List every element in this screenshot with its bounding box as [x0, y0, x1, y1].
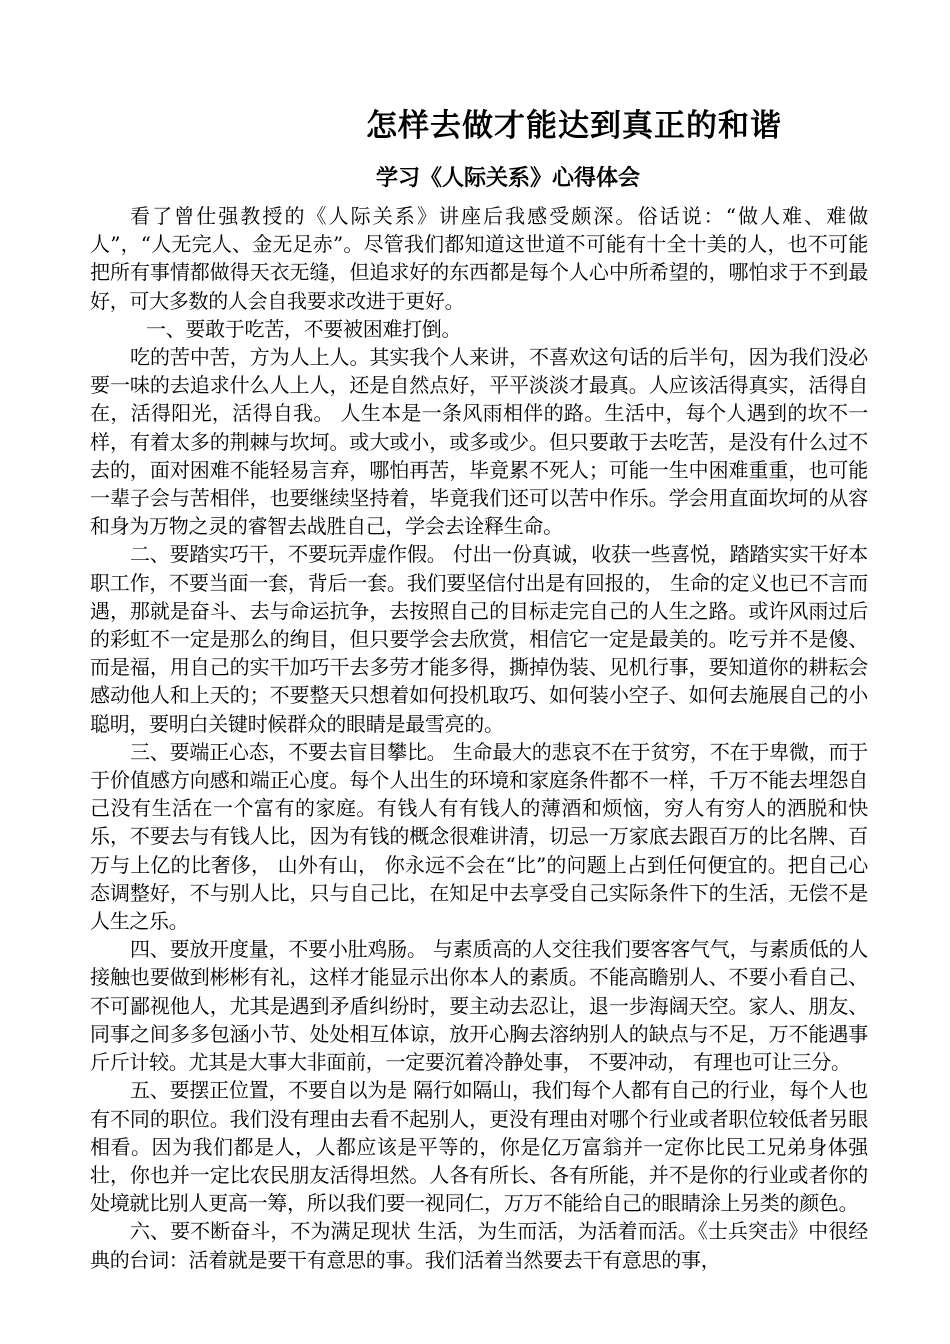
section-1-heading: 一、要敢于吃苦，不要被困难打倒。 — [146, 316, 462, 341]
intro-paragraph: 看了曾仕强教授的《人际关系》讲座后我感受颇深。俗话说：“做人难、难做人”，“人无完人、金无足赤”。尽管我们都知道这世道不可能有十全十美的人，也不可能把所有事情都做得天衣无缝，但追求好的东西都是每个人心中所希望的，哪怕求于不到最好，可大多数的人会自我要求改进于更好。 — [90, 204, 868, 313]
document-subtitle: 学习《人际关系》心得体会 — [375, 165, 640, 191]
document-body — [90, 202, 868, 1274]
section-1-paragraph: 吃的苦中苦，方为人上人。其实我个人来讲，不喜欢这句话的后半句，因为我们没必要一味的去追求什么人上人，还是自然点好，平平淡淡才最真。人应该活得真实，活得自在，活得阳光，活得自我。 人生本是一条风雨相伴的路。生活中，每个人遇到的坎不一样，有着太多的荆棘与坎坷。或大或小，或多或少。但只要敢于去吃苦，是没有什么过不去的，面对困难不能轻易言弃，哪怕再苦，毕竟累不死人；可能一生中困难重重，也可能一辈子会与苦相伴，也要继续坚持着，毕竟我们还可以苦中作乐。学会用直面坎坷的从容和身为万物之灵的睿智去战胜自己，学会去诠释生命。 — [90, 345, 868, 539]
document-page — [90, 100, 868, 1274]
section-2-paragraph: 二、要踏实巧干，不要玩弄虚作假。 付出一份真诚，收获一些喜悦，踏踏实实干好本职工作，不要当面一套，背后一套。我们要坚信付出是有回报的， 生命的定义也已不言而遇，那就是奋斗、去与命运抗争，去按照自己的目标走完自己的人生之路。或许风雨过后的彩虹不一定是那么的绚目，但只要学会去欣赏，相信它一定是最美的。吃亏并不是傻、而是福，用自己的实干加巧干去多劳才能多得，撕掉伪装、见机行事，要知道你的耕耘会感动他人和上天的；不要整天只想着如何投机取巧、如何装小空子、如何去施展自己的小聪明，要明白关键时候群众的眼睛是最雪亮的。 — [90, 542, 868, 736]
section-6-paragraph: 六、要不断奋斗，不为满足现状 生活，为生而活，为活着而活。《士兵突击》中很经典的台词：活着就是要干有意思的事。我们活着当然要去干有意思的事， — [90, 1219, 868, 1272]
section-3-paragraph: 三、要端正心态，不要去盲目攀比。 生命最大的悲哀不在于贫穷，不在于卑微，而于于价值感方向感和端正心度。每个人出生的环境和家庭条件都不一样，千万不能去埋怨自己没有生活在一个富有的家庭。有钱人有有钱人的薄酒和烦恼，穷人有穷人的洒脱和快乐，不要去与有钱人比，因为有钱的概念很难讲清，切忌一万家底去跟百万的比名牌、百万与上亿的比奢侈， 山外有山， 你永远不会在“比”的问题上占到任何便宜的。把自己心态调整好，不与别人比，只与自己比，在知足中去享受自己实际条件下的生活，无偿不是人生之乐。 — [90, 739, 868, 934]
document-title: 怎样去做才能达到真正的和谐 — [366, 108, 782, 144]
section-5-paragraph: 五、要摆正位置，不要自以为是 隔行如隔山，我们每个人都有自己的行业，每个人也有不同的职位。我们没有理由去看不起别人，更没有理由对哪个行业或者职位较低者另眼相看。因为我们都是人，人都应该是平等的，你是亿万富翁并一定你比民工兄弟身体强壮，你也并一定比农民朋友活得坦然。人各有所长、各有所能，并不是你的行业或者你的处境就比别人更高一筹，所以我们要一视同仁，万万不能给自己的眼睛涂上另类的颜色。 — [90, 1078, 868, 1216]
section-4-paragraph: 四、要放开度量，不要小肚鸡肠。 与素质高的人交往我们要客客气气，与素质低的人接触也要做到彬彬有礼，这样才能显示出你本人的素质。不能高瞻别人、不要小看自己、不可鄙视他人，尤其是遇到矛盾纠纷时，要主动去忍让，退一步海阔天空。家人、朋友、同事之间多多包涵小节、处处相互体谅，放开心胸去溶纳别人的缺点与不足，万不能遇事斤斤计较。尤其是大事大非面前，一定要沉着冷静处事， 不要冲动， 有理也可让三分。 — [90, 937, 868, 1075]
